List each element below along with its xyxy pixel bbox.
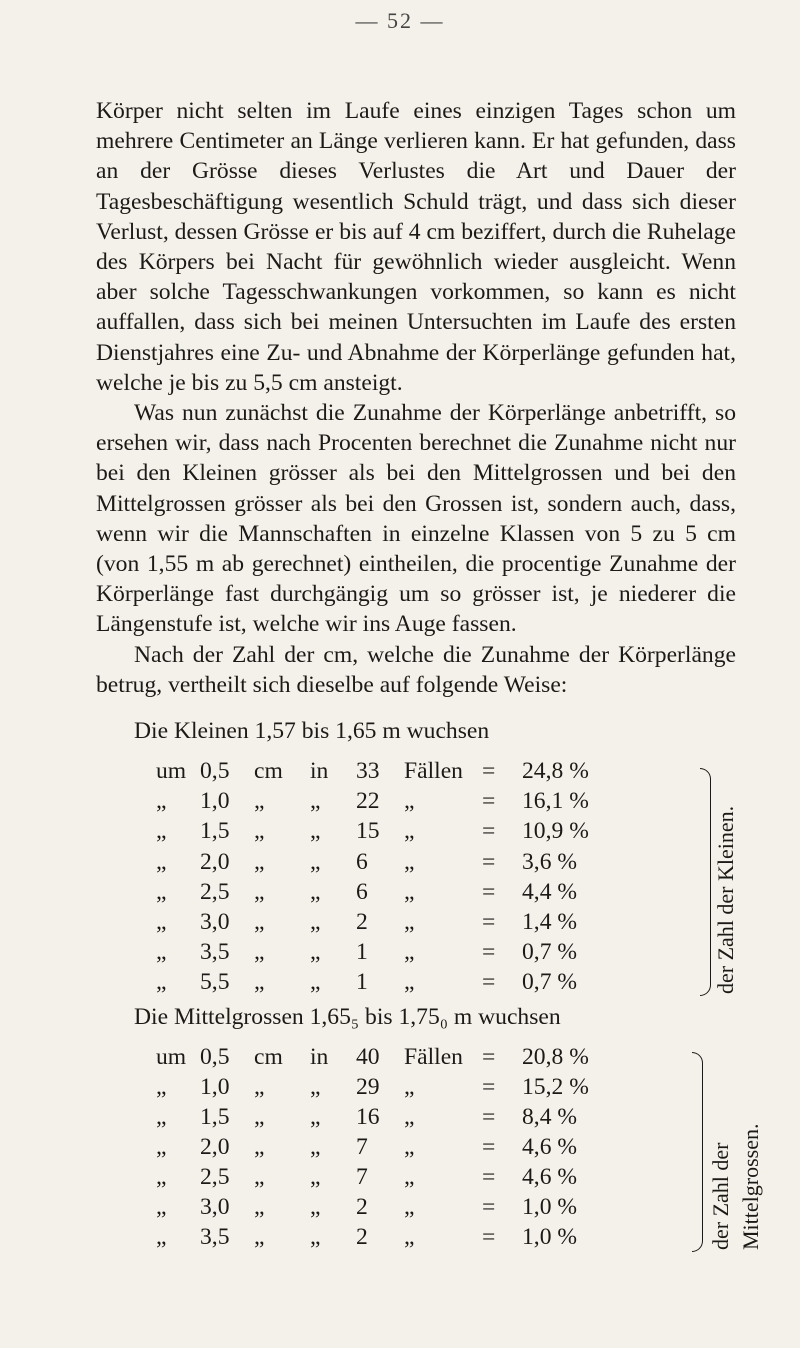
mittel-cell-in: „ [310,1074,321,1100]
mittel-cell-pre: „ [156,1134,167,1160]
mittel-cell-eq: = [482,1164,496,1190]
kleinen-cell-pct: 10,9 % [522,818,589,845]
table-mittel-heading: Die Mittelgrossen 1,65₅ bis 1,75₀ m wuchsen [134,1004,561,1030]
mittel-cell-eq: = [482,1104,496,1130]
kleinen-cell-n: 15 [356,818,380,845]
mittel-cell-n: 16 [356,1104,380,1130]
kleinen-cell-in: „ [310,878,321,905]
mittel-cell-eq: = [482,1134,496,1160]
kleinen-cell-unit: „ [254,909,265,935]
mittel-cell-n: 7 [356,1134,368,1160]
mittel-cell-unit: „ [254,1224,265,1250]
kleinen-cell-unit: „ [254,818,265,845]
mittel-cell-faelle: „ [404,1194,415,1220]
kleinen-cell-pct: 0,7 % [522,969,578,996]
mittel-cell-faelle: „ [404,1164,415,1190]
paragraph-3-text: Nach der Zahl der cm, welche die Zunahme der Körperlänge betrug, vertheilt sich dieselbe auf folgende Weise: [96,641,736,698]
kleinen-cell-in: „ [310,818,321,845]
kleinen-cell-n: 2 [356,909,368,935]
mittel-cell-pct: 4,6 % [522,1164,578,1190]
kleinen-cell-n: 33 [356,758,380,784]
kleinen-cell-pct: 4,4 % [522,878,578,905]
mittel-cell-faelle: „ [404,1134,415,1160]
kleinen-cell-pct: 0,7 % [522,939,578,966]
mittel-cell-pct: 4,6 % [522,1134,578,1160]
kleinen-cell-cm: 5,5 [200,969,230,996]
kleinen-cell-pre: „ [156,969,167,996]
kleinen-cell-in: „ [310,909,321,935]
kleinen-cell-unit: „ [254,939,265,966]
kleinen-cell-unit: „ [254,788,265,815]
kleinen-cell-n: 6 [356,878,368,905]
paragraph-2-text: Was nun zunächst die Zunahme der Körperlänge anbetrifft, so ersehen wir, dass nach Procenten berechnet die Zunahme nicht nur bei den Kleinen grösser als bei den Mittelgrossen und bei den Mittelgrossen grösser als bei den Grossen ist, sondern auch, dass, wenn wir die Mannschaften in einzelne Klassen von 5 zu 5 cm (von 1,55 m ab gerechnet) eintheilen, die procentige Zunahme der Körperlänge fast durchgängig um so grösser ist, je niederer die Längenstufe ist, welche wir ins Auge fassen. [96,400,736,638]
kleinen-cell-n: 1 [356,939,368,966]
mittel-cell-n: 2 [356,1194,368,1220]
mittel-cell-unit: cm [254,1044,283,1070]
mittel-cell-pre: „ [156,1074,167,1100]
mittel-cell-in: „ [310,1224,321,1250]
mittel-cell-cm: 1,5 [200,1104,230,1130]
kleinen-cell-unit: „ [254,848,265,875]
kleinen-cell-n: 1 [356,969,368,996]
mittel-cell-faelle: „ [404,1104,415,1130]
mittel-cell-in: „ [310,1104,321,1130]
mittel-cell-cm: 2,0 [200,1134,230,1160]
paragraph-3 [96,640,736,700]
mittel-cell-cm: 2,5 [200,1164,230,1190]
mittel-cell-cm: 0,5 [200,1044,230,1070]
mittel-cell-n: 2 [356,1224,368,1250]
kleinen-cell-eq: = [482,969,496,996]
table-mittel-side-label-1: der Zahl der [708,1142,733,1250]
kleinen-cell-pre: „ [156,939,167,966]
kleinen-cell-cm: 2,0 [200,848,230,875]
mittel-cell-unit: „ [254,1104,265,1130]
kleinen-cell-unit: cm [254,758,283,784]
kleinen-cell-faelle: „ [404,788,415,815]
mittel-cell-pre: „ [156,1194,167,1220]
kleinen-cell-cm: 0,5 [200,758,230,784]
kleinen-cell-pct: 1,4 % [522,909,578,935]
mittel-cell-unit: „ [254,1164,265,1190]
kleinen-cell-n: 6 [356,848,368,875]
mittel-cell-pre: „ [156,1224,167,1250]
mittel-cell-pct: 1,0 % [522,1194,578,1220]
mittel-cell-in: „ [310,1134,321,1160]
kleinen-cell-unit: „ [254,969,265,996]
table-kleinen-side-label: der Zahl der Kleinen. [713,805,738,994]
kleinen-cell-faelle: „ [404,818,415,845]
paragraph-2 [96,398,736,640]
kleinen-cell-in: „ [310,939,321,966]
kleinen-cell-unit: „ [254,878,265,905]
mittel-cell-eq: = [482,1074,496,1100]
kleinen-cell-eq: = [482,939,496,966]
kleinen-cell-eq: = [482,848,496,875]
mittel-cell-cm: 3,0 [200,1194,230,1220]
table-kleinen-heading: Die Kleinen 1,57 bis 1,65 m wuchsen [134,718,490,744]
kleinen-cell-faelle: Fällen [404,758,463,784]
mittel-cell-faelle: „ [404,1074,415,1100]
mittel-cell-unit: „ [254,1074,265,1100]
mittel-cell-n: 29 [356,1074,380,1100]
mittel-cell-pre: „ [156,1164,167,1190]
kleinen-cell-in: in [310,758,329,784]
kleinen-cell-faelle: „ [404,878,415,905]
mittel-cell-n: 7 [356,1164,368,1190]
mittel-cell-eq: = [482,1224,496,1250]
table-mittel-brace [692,1052,703,1252]
mittel-cell-pct: 8,4 % [522,1104,578,1130]
body-text [96,96,736,700]
mittel-cell-cm: 3,5 [200,1224,230,1250]
kleinen-cell-cm: 3,0 [200,909,230,935]
mittel-cell-faelle: „ [404,1224,415,1250]
kleinen-cell-in: „ [310,788,321,815]
mittel-cell-eq: = [482,1044,496,1070]
table-kleinen-brace [700,768,711,996]
mittel-cell-eq: = [482,1194,496,1220]
paragraph-1: Körper nicht selten im Laufe eines einzigen Tages schon um mehrere Centimeter an Länge verlieren kann. Er hat gefunden, dass an der Grösse dieses Verlustes die Art und Dauer der Tagesbeschäftigung wesentlich Schuld trägt, und dass sich dieser Verlust, dessen Grösse er bis auf 4 cm beziffert, durch die Ruhelage des Körpers bei Nacht für gewöhnlich wieder ausgleicht. Wenn aber solche Tagesschwankungen vorkommen, so kann es nicht auffallen, dass sich bei meinen Untersuchten im Laufe des ersten Dienstjahres eine Zu- und Abnahme der Körperlänge gefunden hat, welche je bis zu 5,5 cm ansteigt. [96,98,736,396]
kleinen-cell-pre: um [156,758,187,784]
mittel-cell-in: in [310,1044,329,1070]
kleinen-cell-eq: = [482,909,496,935]
kleinen-cell-cm: 2,5 [200,878,230,905]
mittel-cell-unit: „ [254,1134,265,1160]
mittel-cell-pct: 20,8 % [522,1044,589,1070]
kleinen-cell-cm: 1,5 [200,818,230,845]
mittel-cell-pre: um [156,1044,187,1070]
mittel-cell-pct: 15,2 % [522,1074,589,1100]
kleinen-cell-eq: = [482,758,496,784]
kleinen-cell-eq: = [482,878,496,905]
kleinen-cell-eq: = [482,818,496,845]
mittel-cell-cm: 1,0 [200,1074,230,1100]
kleinen-cell-faelle: „ [404,939,415,966]
kleinen-cell-pre: „ [156,848,167,875]
kleinen-cell-pre: „ [156,878,167,905]
kleinen-cell-faelle: „ [404,848,415,875]
page-number: — 52 — [355,8,445,33]
kleinen-cell-faelle: „ [404,969,415,996]
kleinen-cell-pre: „ [156,909,167,935]
mittel-cell-in: „ [310,1164,321,1190]
kleinen-cell-pre: „ [156,788,167,815]
kleinen-cell-pct: 3,6 % [522,848,578,875]
mittel-cell-pct: 1,0 % [522,1224,578,1250]
kleinen-cell-eq: = [482,788,496,815]
kleinen-cell-in: „ [310,848,321,875]
kleinen-cell-pct: 24,8 % [522,758,589,784]
kleinen-cell-faelle: „ [404,909,415,935]
mittel-cell-pre: „ [156,1104,167,1130]
table-mittel-side-label-2: Mittelgrossen. [738,1123,763,1250]
mittel-cell-in: „ [310,1194,321,1220]
kleinen-cell-pre: „ [156,818,167,845]
mittel-cell-unit: „ [254,1194,265,1220]
kleinen-cell-in: „ [310,969,321,996]
kleinen-cell-cm: 1,0 [200,788,230,815]
kleinen-cell-cm: 3,5 [200,939,230,966]
kleinen-cell-pct: 16,1 % [522,788,589,815]
mittel-cell-n: 40 [356,1044,380,1070]
mittel-cell-faelle: Fällen [404,1044,463,1070]
kleinen-cell-n: 22 [356,788,380,815]
